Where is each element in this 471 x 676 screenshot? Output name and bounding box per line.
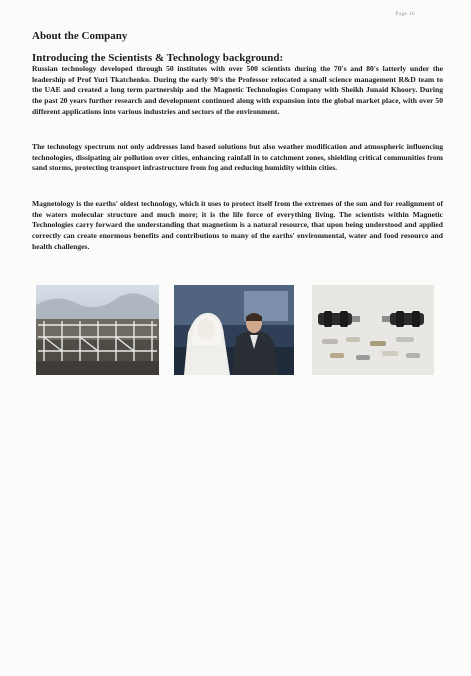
business-meeting-photo bbox=[174, 285, 294, 375]
history-paragraph: Russian technology developed through 50 institutes with over 500 scientists during the 70's and 80's latterly under the leadership of Prof Yuri Tkatchenko. During the early 90's the Professor relocated a small science management R&D team to the UAE and created a long term partnership and the Magnetic Technologies Company with Sheikh Junaid Khoory. During the past 20 years further research and development continued along with expansion into the global market place, with over 50 different applications into various industries and sectors of the environment. bbox=[32, 64, 443, 116]
magnetic-devices-photo bbox=[312, 285, 434, 375]
page-number: Page 10 bbox=[395, 12, 415, 17]
technology-spectrum-paragraph: The technology spectrum not only addresses land based solutions but also weather modification and atmospheric influencing technologies, dissipating air pollution over cities, enhancing rainfall in to catchment zones, shielding critical communities from sand storms, protecting transport infrastructure from fog and reducing humidity within cities. bbox=[32, 142, 443, 173]
water-treatment-plant-photo bbox=[36, 285, 159, 375]
magnetology-paragraph: Magnetology is the earths' oldest technology, which it uses to protect itself from the extremes of the sun and for realignment of the waters molecular structure and much more; it is the life force of everything living. The scientists within Magnetic Technologies carry forward the understanding that magnetism is a natural resource, that upon being understood and applied correctly can create enormous benefits and contributions to many of the earths' environmental, water and food resource and health challenges. bbox=[32, 199, 443, 251]
intro-title: Introducing the Scientists & Technology background: bbox=[32, 52, 284, 64]
section-title: About the Company bbox=[32, 30, 128, 42]
